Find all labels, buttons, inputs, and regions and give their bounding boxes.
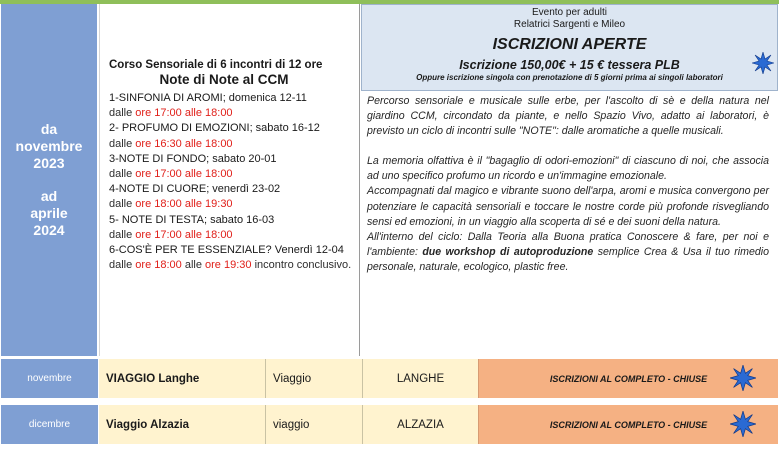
- trip-place: LANGHE: [362, 359, 478, 398]
- date-to-month: aprile: [30, 205, 68, 221]
- trip-status: [478, 359, 778, 398]
- course-title: Note di Note al CCM: [159, 72, 289, 87]
- trip-name: Viaggio Alzazia: [98, 405, 265, 444]
- session-list: [109, 91, 359, 273]
- audience-label: Evento per adulti: [531, 7, 608, 18]
- description-paragraph: Percorso sensoriale e musicale sulle erbe, per l'ascolto di sè e della natura nel giardino CCM, circondato da piante, e nello Spazio Vivo, adatto ai laboratori, è previsto un ciclo di incontri sulle "NOTE": dalle aromatiche a quelle musicali.: [367, 95, 769, 138]
- starburst-icon: [730, 411, 756, 437]
- session-time-sep: alle: [181, 259, 206, 272]
- date-range-column: [1, 4, 97, 356]
- price-label: Iscrizione 150,00€ + 15 € tessera PLB: [459, 58, 680, 72]
- session-time-prefix: dalle: [109, 259, 136, 272]
- session-start-time: ore 17:00: [135, 168, 182, 181]
- trip-status-label: ISCRIZIONI AL COMPLETO - CHIUSE: [549, 373, 708, 384]
- date-from-month: novembre: [15, 138, 83, 154]
- session-item: [109, 91, 359, 121]
- session-date: Venerdì 12-04: [271, 244, 344, 257]
- trip-name: VIAGGIO Langhe: [98, 359, 265, 398]
- trip-status: [478, 405, 778, 444]
- trip-place: ALZAZIA: [362, 405, 478, 444]
- session-item: [109, 243, 359, 273]
- session-time-prefix: dalle: [109, 168, 136, 181]
- trip-month: dicembre: [1, 405, 98, 444]
- course-schedule: [99, 4, 360, 356]
- starburst-icon: [752, 52, 774, 74]
- description-paragraph: All'interno del ciclo: Dalla Teoria alla Buona pratica Conoscere & fare, per noi e l'ambiente: due workshop di autoproduzione semplice Crea & Usa il tuo rimedio personale, naturale, ecologico, plastic free.: [367, 230, 769, 273]
- course-description: [361, 91, 778, 356]
- session-start-time: ore 16:30: [135, 137, 182, 150]
- trip-type: viaggio: [265, 405, 362, 444]
- session-name: 5- NOTE DI TESTA: [109, 213, 204, 226]
- session-time-prefix: dalle: [109, 228, 136, 241]
- session-time-prefix: dalle: [109, 137, 136, 150]
- session-date: ; sabato 16-03: [203, 213, 275, 226]
- session-end-time: alle 19:30: [184, 198, 233, 211]
- description-paragraph: Accompagnati dal magico e vibrante suono dell'arpa, aromi e musica convergono per potenziare le capacità sensoriali e toccare le nostre corde più profonde risvegliando sensi ed emozioni, in un viaggio alla scoperta di sé e dei suoni della natura.: [367, 185, 769, 228]
- registration-header: [361, 4, 778, 91]
- speakers-label: Relatrici Sargenti e Mileo: [513, 19, 626, 30]
- session-item: [109, 182, 359, 212]
- session-start-time: ore 18:00: [135, 259, 182, 272]
- trip-status-label: ISCRIZIONI AL COMPLETO - CHIUSE: [549, 419, 708, 430]
- description-paragraph: La memoria olfattiva è il "bagaglio di odori-emozioni" di ciascuno di noi, che associa ad uno specifico profumo un ricordo e un'immagine emozionale.: [367, 155, 769, 183]
- session-date: ; sabato 16-12: [249, 122, 320, 135]
- session-name: 1-SINFONIA DI AROMI: [109, 92, 223, 104]
- session-name: 3-NOTE DI FONDO: [109, 152, 207, 165]
- date-to-year: 2024: [33, 222, 65, 238]
- session-start-time: ore 17:00: [135, 228, 182, 241]
- session-name: 2- PROFUMO DI EMOZIONI: [109, 122, 250, 135]
- session-name: 4-NOTE DI CUORE: [109, 183, 207, 196]
- session-item: [109, 152, 359, 182]
- registration-headline: ISCRIZIONI APERTE: [492, 36, 647, 53]
- session-time-prefix: dalle: [109, 198, 136, 211]
- trip-type: Viaggio: [265, 359, 362, 398]
- trip-row: [1, 359, 778, 398]
- session-date: ; domenica 12-11: [222, 92, 307, 104]
- date-from-label: da: [40, 121, 58, 137]
- date-from-year: 2023: [33, 155, 65, 171]
- session-end-time: alle 18:00: [184, 228, 233, 241]
- single-booking-note: Oppure iscrizione singola con prenotazione di 5 giorni prima ai singoli laboratori: [416, 73, 723, 82]
- session-note: incontro conclusivo.: [251, 259, 352, 272]
- session-item: [109, 213, 359, 243]
- trip-row: [1, 405, 778, 444]
- session-end-time: alle 18:00: [184, 137, 233, 150]
- session-name: 6-COS'È PER TE ESSENZIALE?: [109, 244, 272, 257]
- session-date: ; sabato 20-01: [206, 152, 277, 165]
- date-to-label: ad: [40, 188, 58, 204]
- session-time-prefix: dalle: [109, 107, 136, 120]
- session-start-time: ore 18:00: [135, 198, 182, 211]
- session-start-time: ore 17:00: [135, 107, 182, 120]
- session-end-time: alle 18:00: [184, 107, 233, 120]
- course-subtitle: Corso Sensoriale di 6 incontri di 12 ore: [109, 59, 323, 71]
- trip-month: novembre: [1, 359, 98, 398]
- session-end-time: alle 18:00: [184, 168, 233, 181]
- session-date: ; venerdì 23-02: [206, 183, 281, 196]
- session-item: [109, 121, 359, 151]
- session-end-time: ore 19:30: [205, 259, 252, 272]
- starburst-icon: [730, 365, 756, 391]
